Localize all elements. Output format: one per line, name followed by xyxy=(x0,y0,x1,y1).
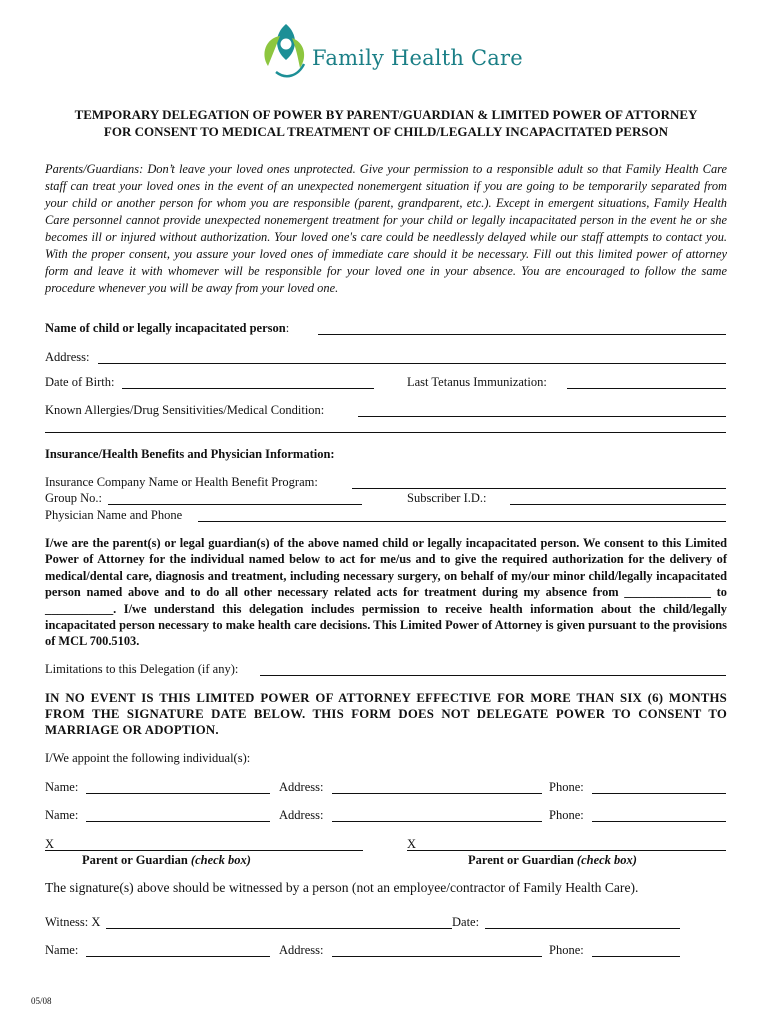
appoint-label: I/We appoint the following individual(s): xyxy=(45,751,251,765)
address-label: Address: xyxy=(45,350,90,364)
witness-note: The signature(s) above should be witnessed by a person (not an employee/contractor of Family Health Care). xyxy=(45,880,639,895)
witness-date-field[interactable] xyxy=(485,928,680,929)
family-health-care-logo-icon xyxy=(258,20,314,80)
appointee-1-phone-field[interactable] xyxy=(592,793,726,794)
subscriber-id-label: Subscriber I.D.: xyxy=(407,491,487,505)
logo xyxy=(258,20,523,80)
witness-name-label: Name: xyxy=(45,943,79,957)
witness-phone-field[interactable] xyxy=(592,956,680,957)
limitations-field[interactable] xyxy=(260,675,726,676)
witness-date-label: Date: xyxy=(452,915,480,929)
insurance-heading: Insurance/Health Benefits and Physician Information: xyxy=(45,447,335,461)
insurance-company-field[interactable] xyxy=(352,488,726,489)
physician-field[interactable] xyxy=(198,521,726,522)
tetanus-field[interactable] xyxy=(567,388,726,389)
consent-paragraph: I/we are the parent(s) or legal guardian(s) of the above named child or legally incapacitated person. We consent to this Limited Power of Attorney for the individual named below to act for me/us and to give the required authorization for the delivery of medical/dental care, diagnosis and treatment, including necessary surgery, on behalf of my/our minor child/legally incapacitated person named above and to do all other necessary related acts for treatment during my absence from ______________ to ___________. I/we understand this delegation includes permission to receive health information about the child/legally incapacitated person necessary to make health care decisions. This Limited Power of Attorney is given pursuant to the provisions of MCL 700.5103. xyxy=(45,536,727,649)
appointee-1-address-label: Address: xyxy=(279,780,324,794)
appointee-1-name-label: Name: xyxy=(45,780,79,794)
group-no-field[interactable] xyxy=(108,504,362,505)
child-name-label: Name of child or legally incapacitated person: xyxy=(45,321,290,335)
signature-2-field[interactable] xyxy=(407,850,726,851)
address-field[interactable] xyxy=(98,363,726,364)
group-no-label: Group No.: xyxy=(45,491,102,505)
witness-label: Witness: X xyxy=(45,915,101,929)
form-title-line-2: FOR CONSENT TO MEDICAL TREATMENT OF CHILD/LEGALLY INCAPACITATED PERSON xyxy=(103,124,669,139)
tetanus-label: Last Tetanus Immunization: xyxy=(407,375,547,389)
signature-1-label: Parent or Guardian (check box) xyxy=(82,853,251,867)
signature-1-field[interactable] xyxy=(45,850,363,851)
appointee-2-address-label: Address: xyxy=(279,808,324,822)
child-name-field[interactable] xyxy=(318,334,726,335)
appointee-2-phone-field[interactable] xyxy=(592,821,726,822)
intro-paragraph: Parents/Guardians: Don’t leave your loved ones unprotected. Give your permission to a responsible adult so that Family Health Care staff can treat your loved ones in the event of an unexpected nonemergent situation if you are going to be temporarily separated from your child or another person for whom you are responsible (parent, grandparent, etc.). Except in emergent situations, Family Health Care personnel cannot provide unexpected nonemergent treatment for your child or legally incapacitated person in the event he or she becomes ill or injured without authorization. Your loved one's care could be needlessly delayed while our staff attempts to contact you. With the proper consent, you assure your loved ones of immediate care should it be necessary. Fill out this limited power of attorney form and leave it with whomever will be responsible for your loved one in your absence. You are encouraged to follow the same procedure whenever you will be away from your loved one. xyxy=(45,162,727,295)
insurance-company-label: Insurance Company Name or Health Benefit Program: xyxy=(45,475,318,489)
appointee-1-phone-label: Phone: xyxy=(549,780,584,794)
limitations-label: Limitations to this Delegation (if any): xyxy=(45,662,239,676)
appointee-2-name-label: Name: xyxy=(45,808,79,822)
allergies-field-line-2[interactable] xyxy=(45,432,726,433)
allergies-label: Known Allergies/Drug Sensitivities/Medical Condition: xyxy=(45,403,325,417)
logo-text: Family Health Care xyxy=(312,46,523,70)
witness-phone-label: Phone: xyxy=(549,943,584,957)
witness-name-field[interactable] xyxy=(86,956,270,957)
witness-address-field[interactable] xyxy=(332,956,542,957)
form-title-line-1: TEMPORARY DELEGATION OF POWER BY PARENT/GUARDIAN & LIMITED POWER OF ATTORNEY xyxy=(74,107,698,122)
appointee-2-address-field[interactable] xyxy=(332,821,542,822)
dob-field[interactable] xyxy=(122,388,374,389)
signature-2-x: X xyxy=(407,837,417,851)
subscriber-id-field[interactable] xyxy=(510,504,726,505)
appointee-1-name-field[interactable] xyxy=(86,793,270,794)
signature-1-x: X xyxy=(45,837,55,851)
appointee-2-name-field[interactable] xyxy=(86,821,270,822)
appointee-2-phone-label: Phone: xyxy=(549,808,584,822)
warning-paragraph: IN NO EVENT IS THIS LIMITED POWER OF ATTORNEY EFFECTIVE FOR MORE THAN SIX (6) MONTHS FROM THE SIGNATURE DATE BELOW. THIS FORM DOES NOT DELEGATE POWER TO CONSENT TO MARRIAGE OR ADOPTION. xyxy=(45,691,727,737)
appointee-1-address-field[interactable] xyxy=(332,793,542,794)
form-version: 05/08 xyxy=(31,996,52,1006)
witness-signature-field[interactable] xyxy=(106,928,452,929)
allergies-field[interactable] xyxy=(358,416,726,417)
physician-label: Physician Name and Phone xyxy=(45,508,183,522)
form-title xyxy=(30,106,742,140)
witness-address-label: Address: xyxy=(279,943,324,957)
dob-label: Date of Birth: xyxy=(45,375,115,389)
signature-2-label: Parent or Guardian (check box) xyxy=(468,853,637,867)
